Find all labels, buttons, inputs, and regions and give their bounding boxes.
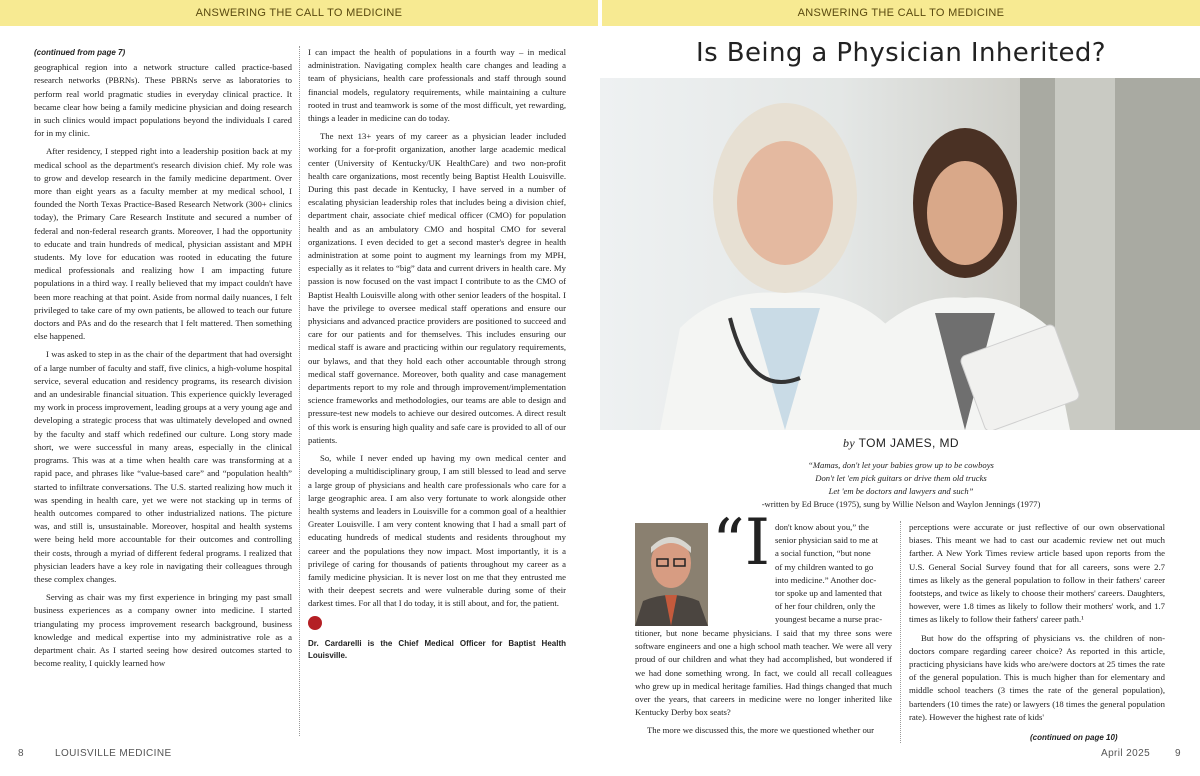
- epigraph: [602, 459, 1200, 511]
- continued-on: (continued on page 10): [1030, 733, 1118, 742]
- paragraph: But how do the offspring of physicians vs. the children of non-doctors compare regarding career choice? As reported in this article, practicing physicians have kids who are/were doctors at 25 times the rate of the general population. This is much higher than for elementary and middle school teachers (3 times the rate of the general population), bartenders (10 times the rate) or lawyers (18 times the general population rate). However the highest rate of kids': [909, 632, 1165, 722]
- epigraph-line: Let 'em be doctors and lawyers and such”: [828, 486, 974, 496]
- paragraph: So, while I never ended up having my own medical center and developing a multidisciplinary group, I am still blessed to lead and serve a large group of physicians and health care professionals who care for a large geographic area. I am also very fortunate to work alongside other health systems and leaders in Louisville for a common goal of a healthier Greater Louisville. I am very content knowing that I had a small part of educating hundreds of medical students and residents throughout my career and the populations they now impact. Most importantly, it is a privilege of caring for thousands of patients throughout my career as a family medicine physician. It is never lost on me that they entrusted me with their deepest secrets and were vulnerable during some of their darkest times. For all that I do today, it is still about, and for, the patient.: [308, 453, 566, 609]
- text-line: of my children wanted to go: [775, 561, 874, 572]
- paragraph: I was asked to step in as the chair of the department that had oversight of a large number of faculty and staff, five clinics, a high-volume hospital service, several education and residency programs, its research division and an undesirable financial situation. This experience quickly leveraged my work in process improvement, leading groups at a very young age and developing a strategic process that was ultimately developed and owned by the faculty and staff which redefined our culture. Long story made short, we were successful in many areas, especially in the clinical programs. This was at a time when health care was transforming at a rapid pace, and phrases like “value-based care” and “population health” started to infiltrate conversations. The U.S. started realizing how much it was spending in health care, yet we were not stacking up in terms of health outcomes compared to other industrialized nations. The picture was, and still is, unsustainable. Moreover, hospital and health systems were being held more accountable for their outcomes and controlling their costs, through a myriad of different federal programs. I realized that physician leaders have a key role in navigating their colleagues through these complex changes.: [34, 349, 292, 584]
- epigraph-line: Don't let 'em pick guitars or drive them old trucks: [815, 473, 987, 483]
- right-page-number: 9: [1175, 748, 1181, 759]
- paragraph: Serving as chair was my first experience in bringing my past small business experiences as a company owner into medicine. I started triangulating my process improvement research background, business knowledge and medical expertise into my administrative role as a department chair. As I started seeing how desired outcomes started to become reality, I quickly learned how: [34, 592, 292, 669]
- doctors-photo-image: [600, 78, 1200, 430]
- paragraph: The more we discussed this, the more we questioned whether our: [647, 725, 875, 736]
- epigraph-attribution: -written by Ed Bruce (1975), sung by Willie Nelson and Waylon Jennings (1977): [761, 499, 1041, 509]
- text-line: youngest became a nurse prac-: [775, 614, 883, 625]
- paragraph: perceptions were accurate or just reflective of our own observational biases. This meant we had to cast our academic review net out much farther. A New York Times review article based upon reports from the U.S. General Social Survey found that for all careers, sons were 2.7 times as likely as the general population to follow in their fathers' career footsteps, and twice as likely to choose their mothers' careers. Daughters, however, were 1.8 times as likely to follow their mothers' work, and 1.7 times as likely to follow their fathers' career path.¹: [909, 522, 1165, 625]
- text-line: tor spoke up and lamented that: [775, 588, 882, 599]
- author-headshot: [635, 523, 708, 626]
- paragraph: I can impact the health of populations in a fourth way – in medical administration. Navigating complex health care changes and leading a team of physicians, health care professionals and staff through sound financial models, regulatory requirements, while maintaining a culture rooted in trust and teamwork is some of the most difficult, yet rewarding, things a leader in medicine can do today.: [308, 47, 566, 124]
- right-page-column-2: [909, 521, 1165, 729]
- left-header-label: ANSWERING THE CALL TO MEDICINE: [195, 7, 403, 19]
- by-label: by: [843, 436, 856, 450]
- epigraph-line: “Mamas, don't let your babies grow up to be cowboys: [808, 460, 994, 470]
- paragraph: After residency, I stepped right into a leadership position back at my medical school as the department's research division chief. My role was to grow and develop research in the family medicine department. Over more than eight years as a faculty member at my medical school, I founded the North Texas Practice-Based Research Network (300+ clinics today), the Primary Care Research Institute and secured a number of federal and non-federal research grants. Moreover, I had the opportunity to educate and train hundreds of medical, physician assistant and MPH students. My love for education was rooted in educating the future medical professionals and realizing how I am impacting future populations in a third way. I really believed that my impact couldn't have been more reaching at that point. Aside from normal daily nuances, I felt privileged to take care of my own patients, be allowed to teach our future doctors and PAs and do the research that I felt mattered. Then something else happened.: [34, 146, 292, 342]
- drop-cap: “I: [712, 506, 770, 580]
- text-line: of her four children, only the: [775, 601, 876, 612]
- text-line: into medicine.” Another doc-: [775, 574, 877, 585]
- left-running-header: [0, 0, 598, 26]
- end-mark: [308, 616, 566, 634]
- right-page-column-1-top: [775, 521, 892, 627]
- author-photo-image: [635, 523, 708, 626]
- paragraph: geographical region into a network structure called practice-based research networks (PBRNs). These PBRNs serve as laboratories to perform real world pragmatic studies in everyday clinical practice. It became clear how being a family medicine physician and doing research in such clinics would impact populations beyond the individuals I cared for in my clinic.: [34, 62, 292, 139]
- article-title: Is Being a Physician Inherited?: [696, 38, 1106, 68]
- paragraph: titioner, but none became physicians. I said that my three sons were software engineers and one a high school math teacher. We were all very proud of our children and what they had accomplished, but wondered if we had done something wrong. In fact, we could all recall colleagues who grew up in medical heritage families. Had things changed that much over the years, that careers in medicine were no longer inherited like Kentucky Derby box seats?: [635, 628, 892, 718]
- author-name: TOM JAMES, MD: [858, 436, 959, 450]
- right-running-header: [602, 0, 1200, 26]
- fleur-de-lis-icon: [308, 616, 322, 630]
- right-header-label: ANSWERING THE CALL TO MEDICINE: [797, 7, 1005, 19]
- left-page-number: 8: [18, 748, 24, 759]
- continued-from: (continued from page 7): [34, 48, 126, 57]
- left-page-column-1: [34, 46, 292, 675]
- column-divider: [299, 46, 300, 736]
- right-page-column-1-bottom: [635, 627, 892, 743]
- hero-photo: [600, 78, 1200, 430]
- text-line: don't know about you,” the: [775, 522, 869, 532]
- author-bio: Dr. Cardarelli is the Chief Medical Officer for Baptist Health Louisville.: [308, 638, 566, 660]
- text-line: senior physician said to me at: [775, 535, 879, 546]
- issue-date: April 2025: [1101, 748, 1151, 759]
- paragraph: The next 13+ years of my career as a physician leader included working for a for-profit organization, another large academic medical center (University of Kentucky/UK HealthCare) and two non-profit health care organizations, most recently being Baptist Health Louisville. During this past decade in Kentucky, I have served in a number of escalating physician leadership roles that includes being a division chief, department chair, associate chief medical officer (CMO) for population health and as an ambulatory CMO and hospital CMO for several organizations. I even decided to get a second master's degree in health administration at some point to augment my learnings from my MPH, especially as it relates to “big” data and current drivers in health care. My passion is now focused on the vast impact I contribute to as the CMO of Baptist Health Louisville along with other senior leaders of the hospital. I have the privilege to oversee medical staff operations and ensure our physicians and advanced practice providers are positioned to succeed and care for our patients and for themselves. This includes ensuring our medical staff is aware and practicing within our regulatory requirements, our bylaws, and that they hold each other accountable through strong medical staff governance. Moreover, both quality and case management departments report to my role and through improvement/implementation science frameworks and methodologies, our teams are able to design and pressure-test new models to achieve our desired outcomes. A direct result of this work is ensuring high quality and safe care is provided to all of our patients.: [308, 131, 566, 445]
- column-divider: [900, 521, 901, 743]
- text-line: a social function, “but none: [775, 548, 871, 559]
- publication-name: LOUISVILLE MEDICINE: [55, 748, 172, 759]
- left-page-column-2: [308, 46, 566, 667]
- byline: [602, 436, 1200, 451]
